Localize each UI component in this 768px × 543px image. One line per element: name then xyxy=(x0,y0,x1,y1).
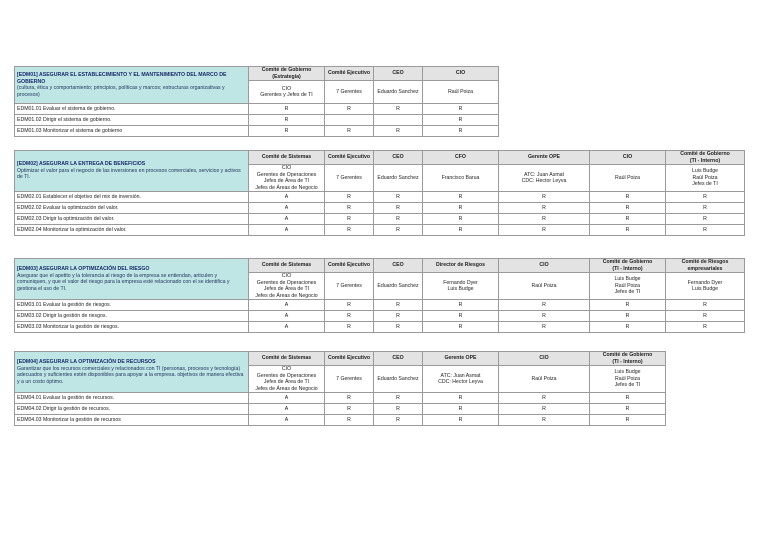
role-actor: CIO Gerentes de Operaciones Jefes de Área de TI Jefes de Áreas de Negocio xyxy=(249,273,325,300)
table-row xyxy=(15,415,666,426)
role-header: CIO xyxy=(499,352,590,366)
role-actor: Luis Budge Raúl Poiza Jefes de TI xyxy=(666,165,745,192)
activity-label: EDM03.01 Evaluar la gestión de riesgos. xyxy=(15,300,249,311)
raci-cell: R xyxy=(374,393,423,404)
raci-cell: A xyxy=(249,225,325,236)
activity-label: EDM01.02 Dirigir el sistema de gobierno. xyxy=(15,115,249,126)
raci-cell: R xyxy=(423,225,499,236)
role-header: CEO xyxy=(374,67,423,81)
role-actor: ATC: Juan Asmat CDC: Hector Leyva xyxy=(499,165,590,192)
role-header: Comité de Sistemas xyxy=(249,151,325,165)
raci-cell: R xyxy=(325,300,374,311)
table-row xyxy=(15,393,666,404)
raci-cell: R xyxy=(499,415,590,426)
raci-cell: A xyxy=(249,415,325,426)
role-header: Comité Ejecutivo xyxy=(325,151,374,165)
raci-cell: R xyxy=(423,214,499,225)
role-actor: Fernando Dyer Luis Budge xyxy=(666,273,745,300)
role-actor: Eduardo Sanchez xyxy=(374,81,423,104)
raci-cell: R xyxy=(499,311,590,322)
role-actor: Luis Budge Raúl Poiza Jefes de TI xyxy=(590,366,666,393)
activity-label: EDM02.01 Establecer el objetivo del mix de inversión. xyxy=(15,192,249,203)
raci-cell: A xyxy=(249,311,325,322)
table-row xyxy=(15,225,745,236)
table-row xyxy=(15,126,499,137)
raci-cell: R xyxy=(325,415,374,426)
activity-label: EDM04.02 Dirigir la gestión de recursos. xyxy=(15,404,249,415)
role-header: CEO xyxy=(374,259,423,273)
raci-cell: R xyxy=(325,104,374,115)
raci-cell: R xyxy=(374,203,423,214)
raci-cell xyxy=(325,115,374,126)
table-row xyxy=(15,192,745,203)
raci-cell: A xyxy=(249,214,325,225)
raci-cell: R xyxy=(325,393,374,404)
raci-cell: R xyxy=(374,104,423,115)
role-actor: Raúl Poiza xyxy=(423,81,499,104)
raci-cell: R xyxy=(325,214,374,225)
role-header: Comité Ejecutivo xyxy=(325,67,374,81)
raci-cell: R xyxy=(423,126,499,137)
activity-label: EDM04.03 Monitorizar la gestión de recursos xyxy=(15,415,249,426)
role-actor: 7 Gerentes xyxy=(325,165,374,192)
raci-cell: A xyxy=(249,404,325,415)
role-actor: Eduardo Sanchez xyxy=(374,273,423,300)
raci-cell: R xyxy=(325,192,374,203)
raci-cell: R xyxy=(325,203,374,214)
role-actor: Eduardo Sanchez xyxy=(374,165,423,192)
raci-cell: A xyxy=(249,393,325,404)
role-actor: ATC: Juan Asmat CDC: Hector Leyva xyxy=(423,366,499,393)
raci-cell: R xyxy=(590,404,666,415)
table-row xyxy=(15,214,745,225)
table-row xyxy=(15,115,499,126)
raci-cell: R xyxy=(499,192,590,203)
process-description xyxy=(15,67,249,104)
process-purpose: Optimizar el valor para el negocio de las inversiones en procesos comerciales, servicios y activos de TI. xyxy=(17,167,241,181)
raci-cell: R xyxy=(590,415,666,426)
raci-cell: R xyxy=(590,300,666,311)
role-header: CFO xyxy=(423,151,499,165)
activity-label: EDM03.03 Monitorizar la gestión de riesgos. xyxy=(15,322,249,333)
raci-cell: R xyxy=(423,300,499,311)
process-code: [EDM02] ASEGURAR LA ENTREGA DE BENEFICIOS xyxy=(17,161,146,168)
role-header: Comité de Gobierno (TI - Interno) xyxy=(590,259,666,273)
raci-cell: R xyxy=(423,404,499,415)
activity-label: EDM01.01 Evaluar el sistema de gobierno. xyxy=(15,104,249,115)
role-actor: Francisco Barua xyxy=(423,165,499,192)
raci-cell: R xyxy=(374,126,423,137)
role-header: Comité Ejecutivo xyxy=(325,259,374,273)
raci-cell: R xyxy=(374,311,423,322)
raci-cell: R xyxy=(499,393,590,404)
role-actor: Fernando Dyer Luis Budge xyxy=(423,273,499,300)
role-header: Comité de Sistemas xyxy=(249,259,325,273)
raci-cell: R xyxy=(590,203,666,214)
role-header: Comité de Gobierno (Estrategia) xyxy=(249,67,325,81)
role-actor: CIO Gerentes de Operaciones Jefes de Área de TI Jefes de Áreas de Negocio xyxy=(249,366,325,393)
role-header: Comité de Gobierno (TI - Interno) xyxy=(590,352,666,366)
raci-cell: R xyxy=(374,225,423,236)
raci-cell: R xyxy=(423,322,499,333)
activity-label: EDM02.04 Monitorizar la optimización del valor. xyxy=(15,225,249,236)
raci-cell: R xyxy=(590,214,666,225)
raci-cell: R xyxy=(374,192,423,203)
raci-cell: R xyxy=(249,104,325,115)
raci-cell: R xyxy=(666,311,745,322)
table-row xyxy=(15,322,745,333)
role-actor: Raúl Poiza xyxy=(499,366,590,393)
raci-cell: R xyxy=(423,104,499,115)
role-header: Director de Riesgos xyxy=(423,259,499,273)
process-purpose: (cultura, ética y comportamiento; principios, políticas y marcos; estructuras organizativas y procesos) xyxy=(17,85,225,98)
activity-label: EDM04.01 Evaluar la gestión de recursos. xyxy=(15,393,249,404)
raci-cell: R xyxy=(325,225,374,236)
raci-cell: A xyxy=(249,322,325,333)
raci-cell: R xyxy=(499,203,590,214)
process-code: [EDM04] ASEGURAR LA OPTIMIZACIÓN DE RECURSOS xyxy=(17,359,156,365)
raci-cell xyxy=(374,115,423,126)
raci-cell: R xyxy=(374,300,423,311)
raci-cell: R xyxy=(590,393,666,404)
role-actor: CIO Gerentes y Jefes de TI xyxy=(249,81,325,104)
role-header: CEO xyxy=(374,352,423,366)
raci-cell: R xyxy=(325,322,374,333)
process-description xyxy=(15,352,249,393)
raci-cell: R xyxy=(423,115,499,126)
process-description xyxy=(15,151,249,192)
table-row xyxy=(15,404,666,415)
raci-cell: R xyxy=(590,192,666,203)
role-header: CIO xyxy=(499,259,590,273)
role-header: Gerente OPE xyxy=(423,352,499,366)
raci-table-1 xyxy=(14,66,499,137)
role-header: Comité Ejecutivo xyxy=(325,352,374,366)
raci-cell: R xyxy=(666,203,745,214)
raci-cell: R xyxy=(249,126,325,137)
raci-cell: R xyxy=(590,225,666,236)
role-actor: Eduardo Sanchez xyxy=(374,366,423,393)
activity-label: EDM02.02 Evaluar la optimización del valor. xyxy=(15,203,249,214)
raci-cell: R xyxy=(325,311,374,322)
process-purpose: Asegurar que el apetito y la tolerancia al riesgo de la empresa se entiendan, articulen y comuniquen, y que el valor del riesgo para la empresa esté relacionado con el se identifica y gestiona el uso de TI. xyxy=(17,272,230,292)
activity-label: EDM03.02 Dirigir la gestión de riesgos. xyxy=(15,311,249,322)
raci-cell: R xyxy=(249,115,325,126)
raci-cell: R xyxy=(666,300,745,311)
process-code: [EDM03] ASEGURAR LA OPTIMIZACIÓN DEL RIESGO xyxy=(17,266,150,272)
role-actor: Raúl Poiza xyxy=(590,165,666,192)
process-code: [EDM01] ASEGURAR EL ESTABLECIMIENTO Y EL MANTENIMIENTO DEL MARCO DE GOBIERNO xyxy=(17,72,227,85)
raci-cell: R xyxy=(423,415,499,426)
role-header: CIO xyxy=(423,67,499,81)
raci-cell: R xyxy=(423,192,499,203)
raci-cell: A xyxy=(249,192,325,203)
raci-cell: R xyxy=(423,393,499,404)
role-actor: 7 Gerentes xyxy=(325,366,374,393)
role-actor: CIO Gerentes de Operaciones Jefes de Área de TI Jefes de Áreas de Negocio xyxy=(249,165,325,192)
raci-cell: R xyxy=(666,192,745,203)
raci-cell: A xyxy=(249,203,325,214)
raci-table-3 xyxy=(14,258,745,333)
raci-cell: R xyxy=(423,203,499,214)
raci-cell: R xyxy=(666,214,745,225)
raci-cell: R xyxy=(325,404,374,415)
table-row xyxy=(15,203,745,214)
raci-cell: R xyxy=(374,404,423,415)
role-header: Gerente OPE xyxy=(499,151,590,165)
role-actor: 7 Gerentes xyxy=(325,273,374,300)
raci-cell: R xyxy=(499,300,590,311)
process-purpose: Garantizar que los recursos comerciales y relacionados con TI (personas, procesos y tecnología) adecuados y suficientes estén disponibles para apoyar a la empresa. objetivos de manera efectiva y a un costo óptimo. xyxy=(17,365,244,385)
role-header: Comité de Gobierno (TI - Interno) xyxy=(666,151,745,165)
table-row xyxy=(15,300,745,311)
raci-cell: R xyxy=(374,415,423,426)
raci-cell: R xyxy=(374,322,423,333)
role-header: CIO xyxy=(590,151,666,165)
role-actor: Luis Budge Raúl Poiza Jefes de TI xyxy=(590,273,666,300)
role-header: CEO xyxy=(374,151,423,165)
process-description xyxy=(15,259,249,300)
raci-cell: R xyxy=(499,214,590,225)
raci-cell: R xyxy=(590,322,666,333)
role-header: Comité de Riesgos empresariales xyxy=(666,259,745,273)
table-row xyxy=(15,311,745,322)
raci-cell: R xyxy=(325,126,374,137)
raci-cell: R xyxy=(374,214,423,225)
table-row xyxy=(15,104,499,115)
role-actor: Raúl Poiza xyxy=(499,273,590,300)
role-actor: 7 Gerentes xyxy=(325,81,374,104)
raci-cell: R xyxy=(666,322,745,333)
activity-label: EDM02.03 Dirigir la optimización del valor. xyxy=(15,214,249,225)
raci-cell: R xyxy=(499,404,590,415)
raci-cell: R xyxy=(499,322,590,333)
raci-cell: R xyxy=(590,311,666,322)
role-header: Comité de Sistemas xyxy=(249,352,325,366)
raci-cell: R xyxy=(666,225,745,236)
raci-table-2 xyxy=(14,150,745,236)
raci-table-4 xyxy=(14,351,666,426)
raci-cell: R xyxy=(423,311,499,322)
raci-cell: R xyxy=(499,225,590,236)
activity-label: EDM01.03 Monitorizar el sistema de gobierno xyxy=(15,126,249,137)
raci-cell: A xyxy=(249,300,325,311)
